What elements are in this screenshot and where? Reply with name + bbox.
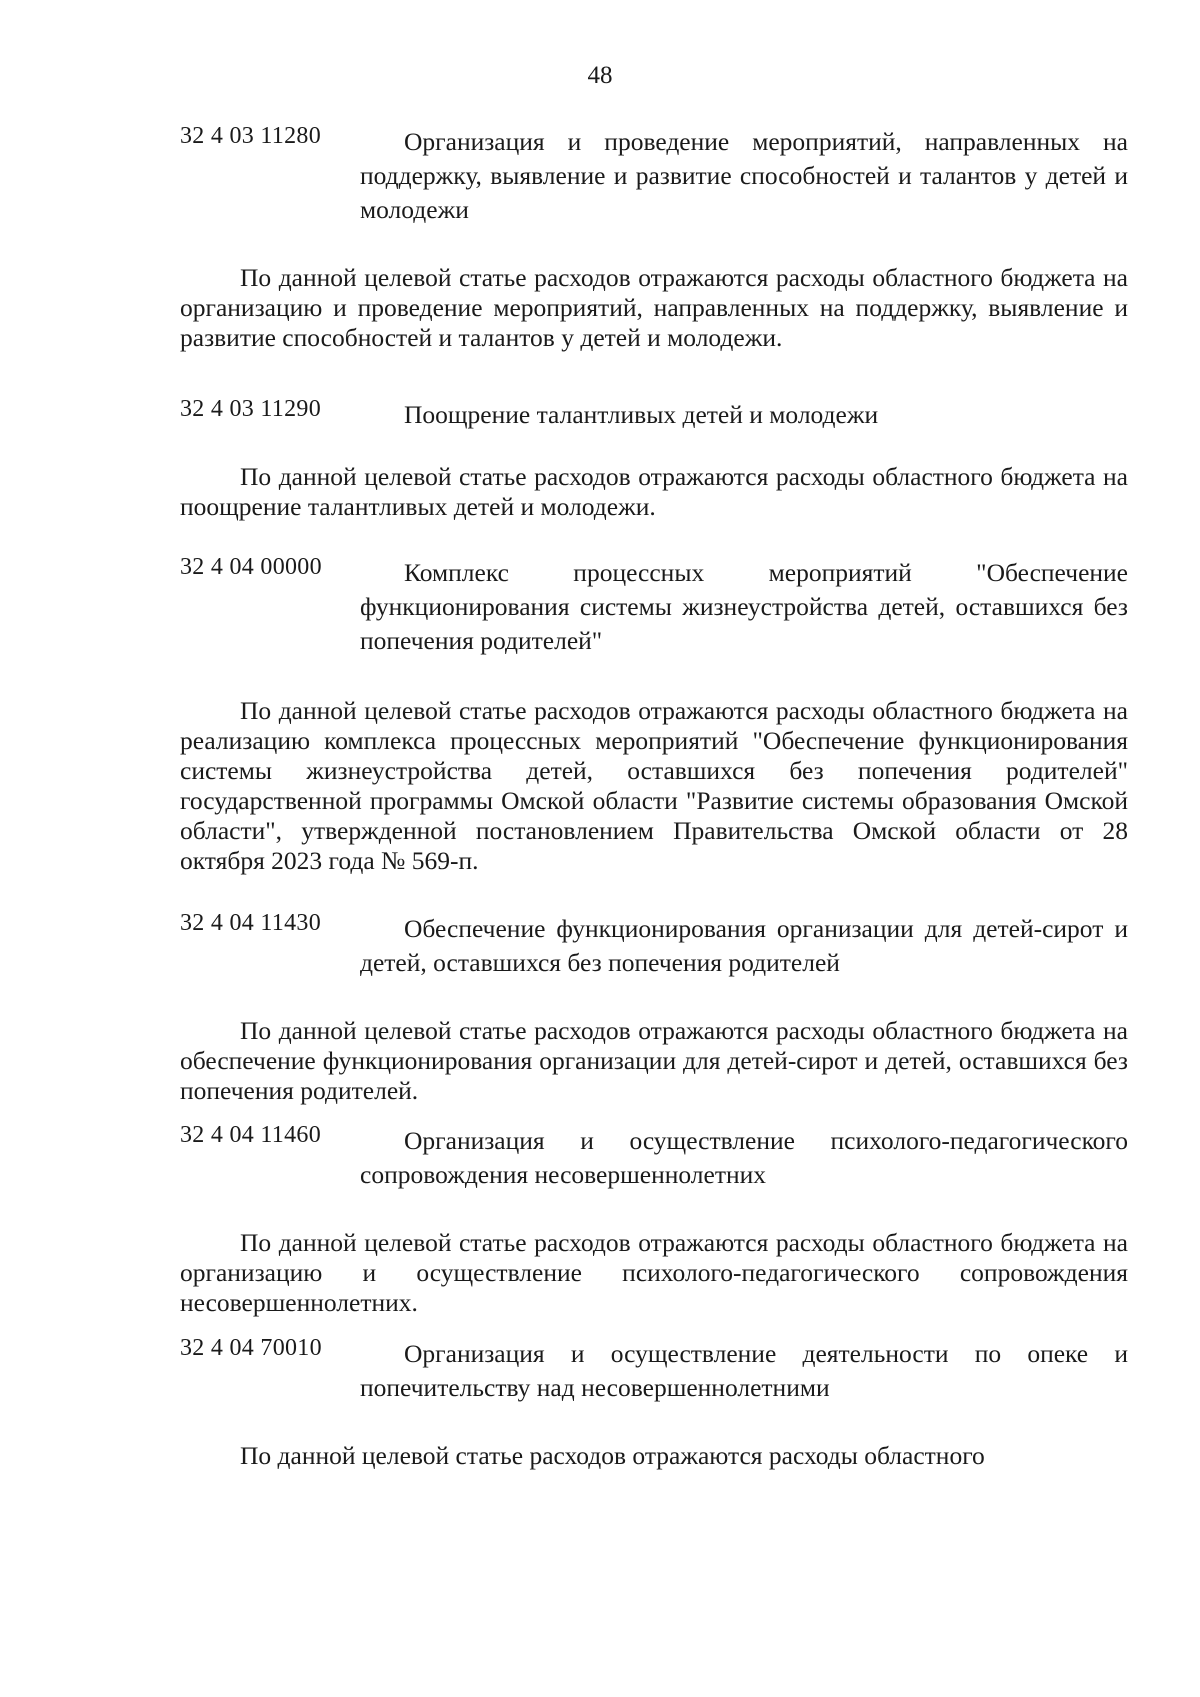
budget-entry — [180, 556, 1128, 876]
entry-code: 32 4 03 11280 — [180, 123, 322, 149]
budget-entry — [180, 398, 1128, 522]
entry-title: Организация и осуществление психолого-педагогического сопровождения несовершеннолетних — [360, 1126, 1128, 1189]
entry-code: 32 4 04 70010 — [180, 1335, 322, 1361]
entry-code: 32 4 03 11290 — [180, 396, 322, 422]
entry-heading — [180, 1337, 1128, 1405]
entry-description: По данной целевой статье расходов отражаются расходы областного бюджета на организацию и проведение мероприятий, направленных на поддержку, выявление и развитие способностей и талантов у детей и молодежи. — [180, 263, 1128, 352]
entry-heading — [180, 1124, 1128, 1192]
budget-entry — [180, 912, 1128, 1106]
entry-heading — [180, 398, 1128, 432]
entry-description: По данной целевой статье расходов отражаются расходы областного — [240, 1441, 985, 1470]
entry-description: По данной целевой статье расходов отражаются расходы областного бюджета на поощрение талантливых детей и молодежи. — [180, 462, 1128, 521]
entry-description: По данной целевой статье расходов отражаются расходы областного бюджета на обеспечение функционирования организации для детей-сирот и детей, оставшихся без попечения родителей. — [180, 1016, 1128, 1105]
entry-title: Комплекс процессных мероприятий "Обеспечение функционирования системы жизнеустройства детей, оставшихся без попечения родителей" — [360, 558, 1128, 655]
entry-heading — [180, 556, 1128, 658]
entry-code: 32 4 04 00000 — [180, 554, 322, 580]
page-number: 48 — [587, 62, 613, 89]
entry-title: Обеспечение функционирования организации для детей-сирот и детей, оставшихся без попечения родителей — [360, 914, 1128, 977]
entry-title: Организация и осуществление деятельности по опеке и попечительству над несовершеннолетними — [360, 1339, 1128, 1402]
entry-code: 32 4 04 11430 — [180, 910, 322, 936]
entry-description: По данной целевой статье расходов отражаются расходы областного бюджета на реализацию комплекса процессных мероприятий "Обеспечение функционирования системы жизнеустройства детей, оставшихся без попечения родителей" государственной программы Омской области "Развитие системы образования Омской области", утвержденной постановлением Правительства Омской области от 28 октября 2023 года № 569-п. — [180, 696, 1128, 875]
budget-entry — [180, 1337, 1128, 1471]
budget-entry — [180, 125, 1128, 353]
entry-code: 32 4 04 11460 — [180, 1122, 322, 1148]
entry-description: По данной целевой статье расходов отражаются расходы областного бюджета на организацию и осуществление психолого-педагогического сопровождения несовершеннолетних. — [180, 1228, 1128, 1317]
budget-entry — [180, 1124, 1128, 1318]
entry-title: Поощрение талантливых детей и молодежи — [404, 400, 879, 429]
entry-title: Организация и проведение мероприятий, направленных на поддержку, выявление и развитие способностей и талантов у детей и молодежи — [360, 127, 1128, 224]
entry-heading — [180, 125, 1128, 227]
entry-heading — [180, 912, 1128, 980]
